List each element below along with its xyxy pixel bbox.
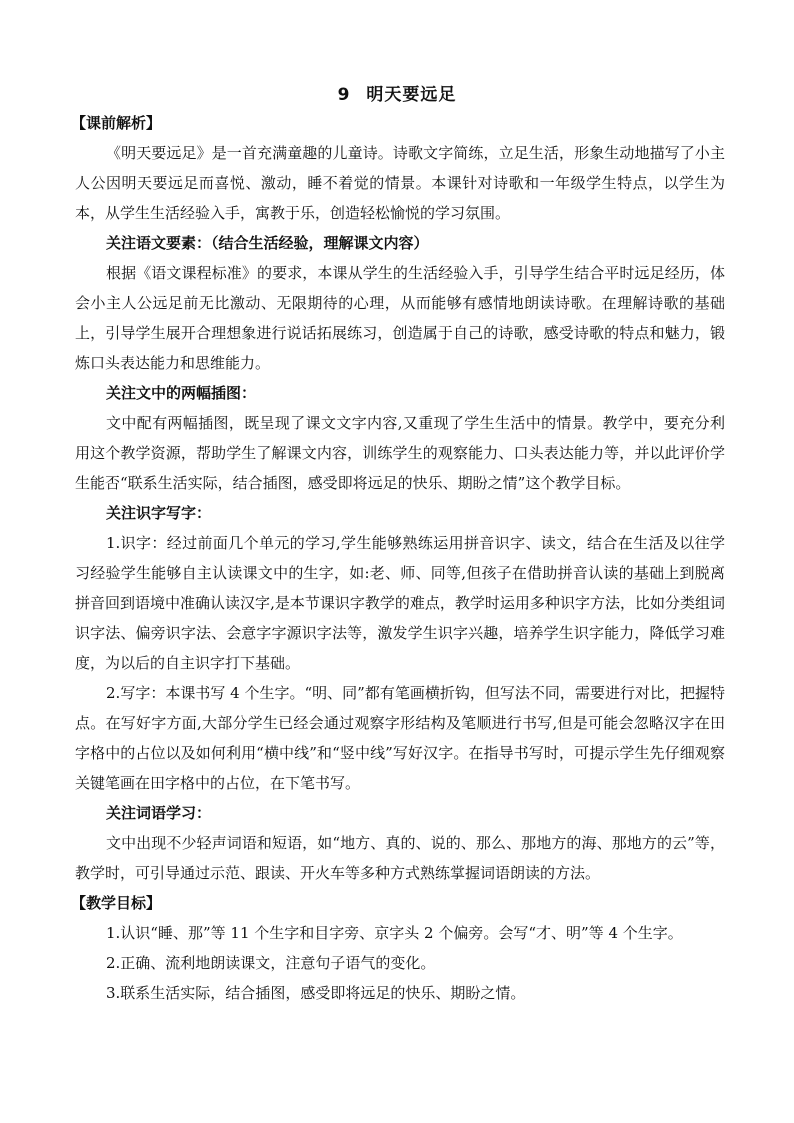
section-heading-pre-analysis: 【课前解析】	[71, 114, 162, 132]
document-body	[71, 108, 725, 1008]
teaching-goal-1: 1.认识“睡、那”等 11 个生字和目字旁、京字头 2 个偏旁。会写“才、明”等 4 个生字。	[106, 924, 683, 942]
subheading-focus-vocabulary: 关注词语学习：	[106, 804, 212, 822]
teaching-goal-2: 2.正确、流利地朗读课文，注意句子语气的变化。	[106, 954, 436, 972]
paragraph-character-recognition: 1.识字：经过前面几个单元的学习,学生能够熟练运用拼音识字、读文，结合在生活及以往学习经验学生能够自主认读课文中的生字，如:老、师、同等,但孩子在借助拼音认读的基础上到脱离拼音回到语境中准确认读汉字,是本节课识字教学的难点，教学时运用多种识字方法，比如分类组词识字法、偏旁识字法、会意字字源识字法等，激发学生识字兴趣，培养学生识字能力，降低学习难度，为以后的自主识字打下基础。	[75, 534, 725, 672]
paragraph-focus-language: 根据《语文课程标准》的要求，本课从学生的生活经验入手，引导学生结合平时远足经历，体会小主人公远足前无比激动、无限期待的心理，从而能够有感情地朗读诗歌。在理解诗歌的基础上，引导学生展开合理想象进行说话拓展练习，创造属于自己的诗歌，感受诗歌的特点和魅力，锻炼口头表达能力和思维能力。	[75, 264, 725, 372]
title-number: 9	[337, 85, 351, 105]
subheading-focus-language: 关注语文要素：（结合生活经验，理解课文内容）	[106, 234, 429, 252]
section-heading-teaching-goals: 【教学目标】	[71, 894, 162, 912]
page-title	[0, 80, 794, 105]
subheading-focus-illustrations: 关注文中的两幅插图：	[106, 384, 257, 402]
paragraph-focus-illustrations: 文中配有两幅插图，既呈现了课文文字内容,又重现了学生生活中的情景。教学中，要充分利用这个教学资源，帮助学生了解课文内容，训练学生的观察能力、口头表达能力等，并以此评价学生能否“联系生活实际，结合插图，感受即将远足的快乐、期盼之情”这个教学目标。	[75, 414, 725, 492]
paragraph-focus-vocabulary: 文中出现不少轻声词语和短语，如“地方、真的、说的、那么、那地方的海、那地方的云”等，教学时，可引导通过示范、跟读、开火车等多种方式熟练掌握词语朗读的方法。	[75, 834, 725, 882]
teaching-goal-3: 3.联系生活实际，结合插图，感受即将远足的快乐、期盼之情。	[106, 984, 526, 1002]
title-text: 明天要远足	[366, 85, 457, 105]
paragraph-intro: 《明天要远足》是一首充满童趣的儿童诗。诗歌文字简练，立足生活，形象生动地描写了小主人公因明天要远足而喜悦、激动，睡不着觉的情景。本课针对诗歌和一年级学生特点，以学生为本，从学生生活经验入手，寓教于乐，创造轻松愉悦的学习氛围。	[75, 144, 725, 222]
subheading-focus-characters: 关注识字写字：	[106, 504, 212, 522]
paragraph-character-writing: 2.写字：本课书写 4 个生字。“明、同”都有笔画横折钩，但写法不同，需要进行对比，把握特点。在写好字方面,大部分学生已经会通过观察字形结构及笔顺进行书写,但是可能会忽略汉字在田字格中的占位以及如何利用“横中线”和“竖中线”写好汉字。在指导书写时，可提示学生先仔细观察关键笔画在田字格中的占位，在下笔书写。	[75, 684, 725, 792]
